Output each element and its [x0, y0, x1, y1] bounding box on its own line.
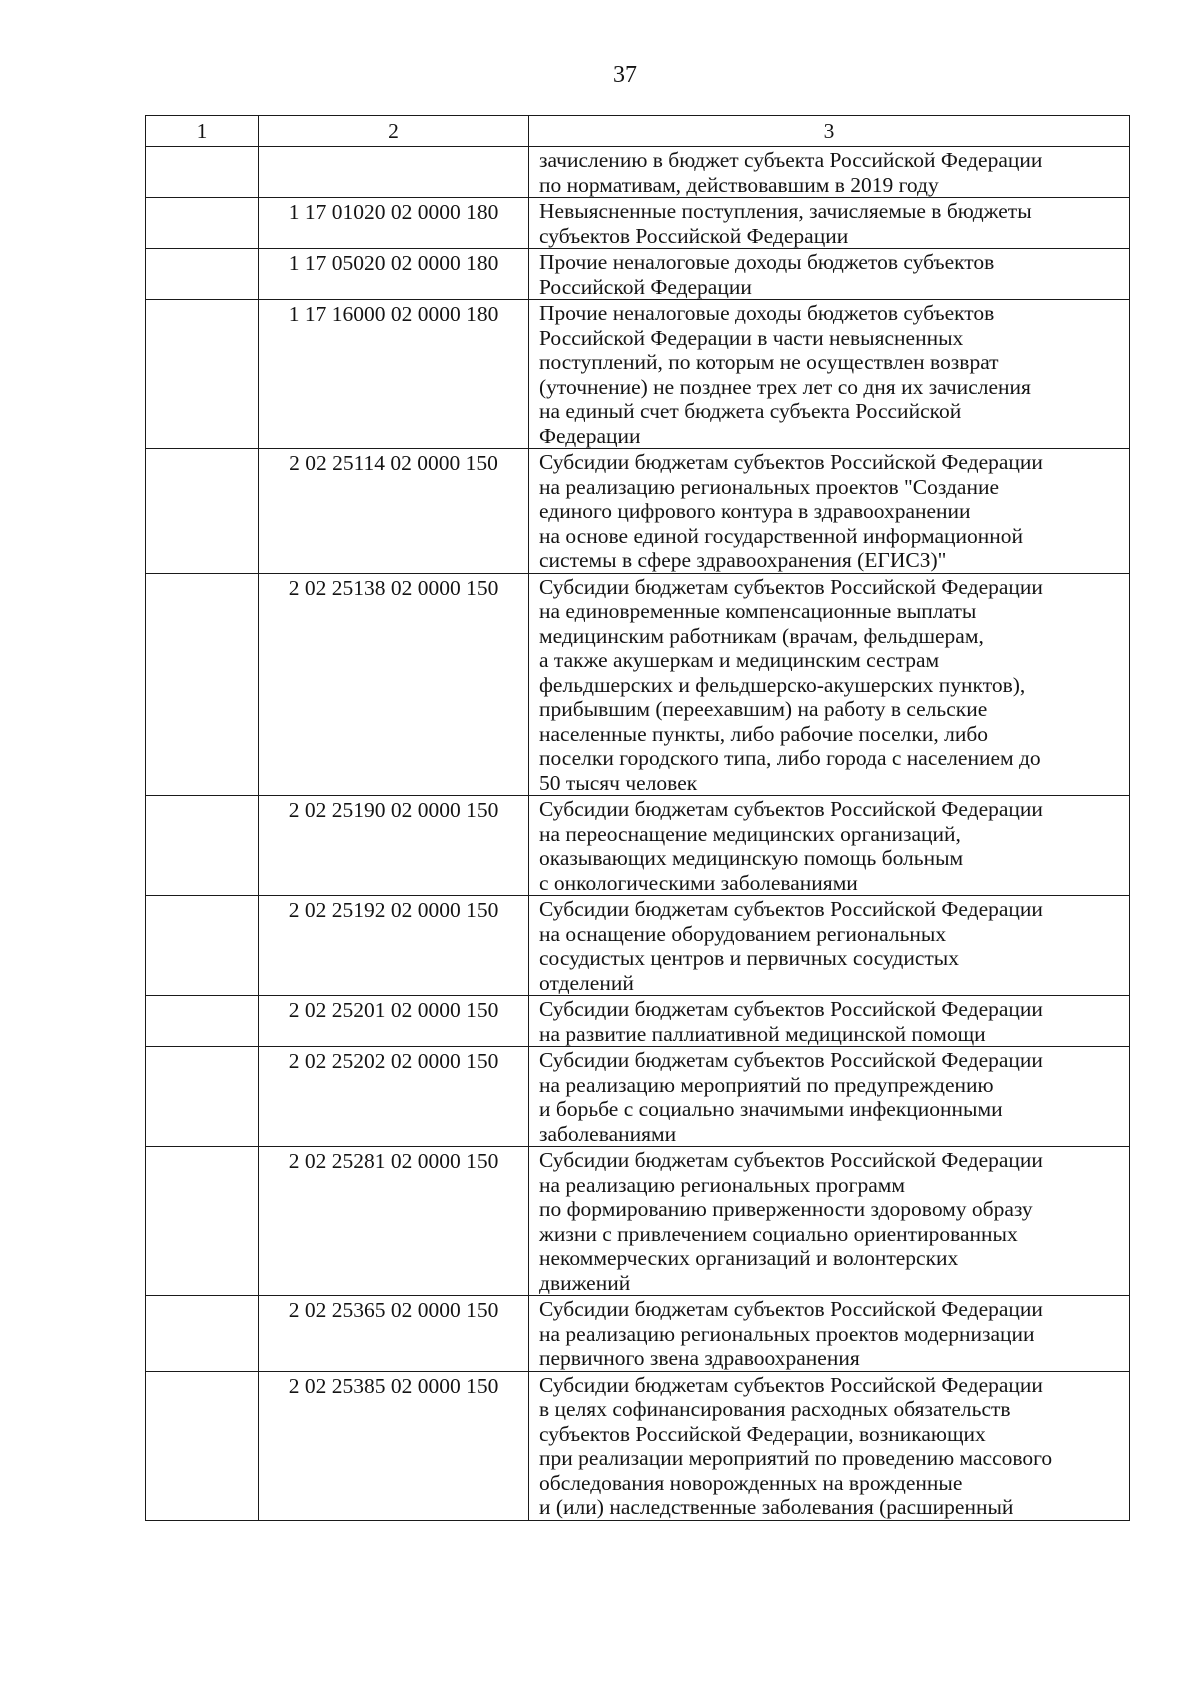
row-number-cell — [146, 198, 259, 249]
table-row — [146, 1371, 1130, 1520]
description-line: населенные пункты, либо рабочие поселки, либо — [539, 721, 989, 746]
description-line: зачислению в бюджет субъекта Российской Федерации — [539, 148, 1043, 172]
table-row — [146, 896, 1130, 996]
description-line: а также акушеркам и медицинским сестрам — [539, 648, 940, 672]
description-line: (уточнение) не позднее трех лет со дня их зачисления — [539, 374, 1031, 399]
description-line: Федерации — [539, 423, 641, 448]
description-line: системы в сфере здравоохранения (ЕГИСЗ)" — [539, 548, 947, 572]
description-line: Российской Федерации в части невыясненных — [539, 325, 964, 350]
description-line: на основе единой государственной информационной — [539, 523, 1024, 548]
description-line: Субсидии бюджетам субъектов Российской Федерации — [539, 1372, 1043, 1397]
description-line: на реализацию мероприятий по предупреждению — [539, 1072, 994, 1097]
description-line: на реализацию региональных программ — [539, 1172, 905, 1197]
budget-code-cell: 2 02 25190 02 0000 150 — [259, 796, 529, 896]
table-header-row — [146, 116, 1130, 147]
description-line: и борьбе с социально значимыми инфекционными — [539, 1097, 1003, 1121]
budget-code-cell: 1 17 01020 02 0000 180 — [259, 198, 529, 249]
page-number: 37 — [613, 62, 637, 88]
budget-code-cell: 2 02 25114 02 0000 150 — [259, 449, 529, 574]
description-line: Субсидии бюджетам субъектов Российской Федерации — [539, 1048, 1043, 1072]
description-line: единого цифрового контура в здравоохранении — [539, 499, 971, 523]
description-line: Российской Федерации — [539, 274, 752, 299]
table-row — [146, 796, 1130, 896]
description-line: Субсидии бюджетам субъектов Российской Федерации — [539, 997, 1043, 1021]
description-cell — [529, 796, 1130, 896]
description-line: первичного звена здравоохранения — [539, 1346, 860, 1370]
row-number-cell — [146, 573, 259, 796]
description-line: на реализацию региональных проектов модернизации — [539, 1321, 1035, 1346]
description-line: субъектов Российской Федерации, возникающих — [539, 1421, 986, 1446]
description-line: жизни с привлечением социально ориентированных — [539, 1221, 1018, 1246]
table-row — [146, 300, 1130, 449]
budget-code-cell: 2 02 25365 02 0000 150 — [259, 1296, 529, 1372]
budget-code-cell: 1 17 05020 02 0000 180 — [259, 249, 529, 300]
description-line: фельдшерских и фельдшерско-акушерских пунктов), — [539, 672, 1026, 697]
budget-code-cell: 2 02 25202 02 0000 150 — [259, 1047, 529, 1147]
description-line: на переоснащение медицинских организаций, — [539, 821, 961, 846]
table-row — [146, 147, 1130, 198]
description-cell — [529, 896, 1130, 996]
description-line: на единый счет бюджета субъекта Российской — [539, 399, 962, 423]
description-line: Прочие неналоговые доходы бюджетов субъектов — [539, 250, 995, 274]
description-cell — [529, 147, 1130, 198]
description-line: отделений — [539, 970, 634, 995]
budget-code-cell: 2 02 25385 02 0000 150 — [259, 1371, 529, 1520]
row-number-cell — [146, 1296, 259, 1372]
description-line: на единовременные компенсационные выплаты — [539, 599, 977, 623]
description-line: движений — [539, 1270, 631, 1295]
description-line: на оснащение оборудованием региональных — [539, 921, 947, 946]
budget-code-cell: 2 02 25281 02 0000 150 — [259, 1147, 529, 1296]
budget-code-cell: 1 17 16000 02 0000 180 — [259, 300, 529, 449]
description-line: и (или) наследственные заболевания (расширенный — [539, 1495, 1014, 1519]
description-line: с онкологическими заболеваниями — [539, 870, 858, 895]
table-row — [146, 1296, 1130, 1372]
row-number-cell — [146, 147, 259, 198]
row-number-cell — [146, 249, 259, 300]
description-cell — [529, 1296, 1130, 1372]
description-cell — [529, 198, 1130, 249]
row-number-cell — [146, 300, 259, 449]
row-number-cell — [146, 1371, 259, 1520]
description-cell — [529, 1047, 1130, 1147]
description-line: Субсидии бюджетам субъектов Российской Федерации — [539, 450, 1043, 474]
description-line: прибывшим (переехавшим) на работу в сельские — [539, 697, 988, 721]
description-line: при реализации мероприятий по проведению массового — [539, 1446, 1053, 1470]
description-line: на реализацию региональных проектов "Создание — [539, 474, 1000, 499]
description-cell — [529, 996, 1130, 1047]
table-row — [146, 198, 1130, 249]
description-line: Субсидии бюджетам субъектов Российской Федерации — [539, 897, 1043, 921]
description-cell — [529, 300, 1130, 449]
description-line: Субсидии бюджетам субъектов Российской Федерации — [539, 574, 1043, 599]
description-line: по нормативам, действовавшим в 2019 году — [539, 172, 939, 197]
description-line: субъектов Российской Федерации — [539, 223, 849, 248]
description-cell — [529, 449, 1130, 574]
description-cell — [529, 249, 1130, 300]
column-header-2: 2 — [259, 116, 529, 147]
description-line: обследования новорожденных на врожденные — [539, 1470, 963, 1495]
description-line: медицинским работникам (врачам, фельдшерам, — [539, 623, 984, 648]
table-row — [146, 1047, 1130, 1147]
description-line: Невыясненные поступления, зачисляемые в бюджеты — [539, 199, 1032, 223]
description-line: Прочие неналоговые доходы бюджетов субъектов — [539, 301, 995, 325]
row-number-cell — [146, 796, 259, 896]
description-line: заболеваниями — [539, 1121, 677, 1146]
description-line: Субсидии бюджетам субъектов Российской Федерации — [539, 1148, 1043, 1172]
table-row — [146, 449, 1130, 574]
table-row — [146, 573, 1130, 796]
column-header-1: 1 — [146, 116, 259, 147]
row-number-cell — [146, 1147, 259, 1296]
table-row — [146, 1147, 1130, 1296]
row-number-cell — [146, 1047, 259, 1147]
description-line: в целях софинансирования расходных обязательств — [539, 1397, 1011, 1421]
table-body — [146, 147, 1130, 1521]
description-line: на развитие паллиативной медицинской помощи — [539, 1021, 986, 1046]
description-line: поселки городского типа, либо города с населением до — [539, 746, 1041, 770]
description-cell — [529, 573, 1130, 796]
table-row — [146, 249, 1130, 300]
column-header-3: 3 — [529, 116, 1130, 147]
description-line: некоммерческих организаций и волонтерских — [539, 1246, 959, 1270]
budget-code-cell: 2 02 25192 02 0000 150 — [259, 896, 529, 996]
description-cell — [529, 1147, 1130, 1296]
budget-code-cell: 2 02 25138 02 0000 150 — [259, 573, 529, 796]
description-line: Субсидии бюджетам субъектов Российской Федерации — [539, 1297, 1043, 1321]
description-line: сосудистых центров и первичных сосудистых — [539, 946, 959, 970]
row-number-cell — [146, 996, 259, 1047]
budget-code-cell — [259, 147, 529, 198]
description-line: оказывающих медицинскую помощь больным — [539, 846, 964, 870]
description-line: Субсидии бюджетам субъектов Российской Федерации — [539, 797, 1043, 821]
description-cell — [529, 1371, 1130, 1520]
description-line: 50 тысяч человек — [539, 770, 698, 795]
row-number-cell — [146, 449, 259, 574]
table-row — [146, 996, 1130, 1047]
row-number-cell — [146, 896, 259, 996]
budget-code-cell: 2 02 25201 02 0000 150 — [259, 996, 529, 1047]
budget-code-table — [145, 115, 1130, 1521]
description-line: поступлений, по которым не осуществлен возврат — [539, 350, 999, 374]
description-line: по формированию приверженности здоровому образу — [539, 1197, 1033, 1221]
